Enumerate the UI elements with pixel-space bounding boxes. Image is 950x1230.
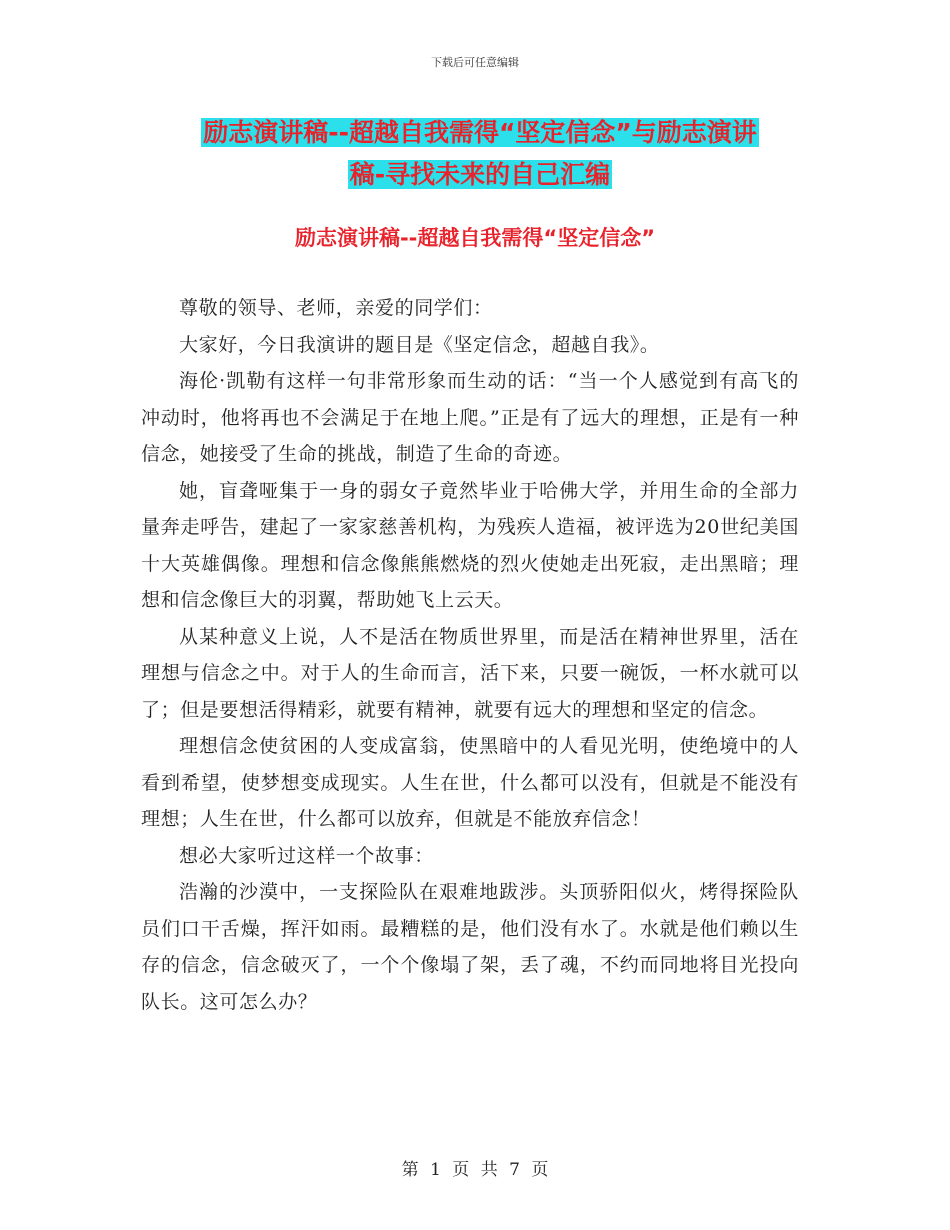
paragraph: 理想信念使贫困的人变成富翁，使黑暗中的人看见光明，使绝境中的人看到希望，使梦想变成现实。人生在世，什么都可以没有，但就是不能没有理想；人生在世，什么都可以放弃，但就是不能放弃信念！ xyxy=(141,735,799,830)
document-title xyxy=(150,112,810,196)
paragraph: 大家好，今日我演讲的题目是《坚定信念，超越自我》。 xyxy=(179,333,660,356)
paragraph: 尊敬的领导、老师，亲爱的同学们： xyxy=(179,297,493,319)
paragraph: 海伦·凯勒有这样一句非常形象而生动的话：“当一个人感觉到有高飞的冲动时，他将再也不会满足于在地上爬。”正是有了远大的理想，正是有一种信念，她接受了生命的挑战，制造了生命的奇迹。 xyxy=(141,370,799,465)
title-line-1: 励志演讲稿--超越自我需得“坚定信念”与励志演讲 xyxy=(203,118,757,147)
paragraph: 她，盲聋哑集于一身的弱女子竟然毕业于哈佛大学，并用生命的全部力量奔走呼告，建起了一家家慈善机构，为残疾人造福，被评选为20世纪美国十大英雄偶像。理想和信念像熊熊燃烧的烈火使她走出死寂，走出黑暗；理想和信念像巨大的羽翼，帮助她飞上云天。 xyxy=(141,479,799,611)
header-note: 下载后可任意编辑 xyxy=(431,56,519,69)
title-line-2: 稿-寻找未来的自己汇编 xyxy=(349,160,611,189)
section-title: 励志演讲稿--超越自我需得“坚定信念” xyxy=(294,226,656,250)
paragraph: 从某种意义上说，人不是活在物质世界里，而是活在精神世界里，活在理想与信念之中。对于人的生命而言，活下来，只要一碗饭，一杯水就可以了；但是要想活得精彩，就要有精神，就要有远大的理想和坚定的信念。 xyxy=(141,625,799,721)
page-footer: 第 1 页 共 7 页 xyxy=(401,1160,549,1180)
paragraph: 浩瀚的沙漠中，一支探险队在艰难地跋涉。头顶骄阳似火，烤得探险队员们口干舌燥，挥汗如雨。最糟糕的是，他们没有水了。水就是他们赖以生存的信念，信念破灭了，一个个像塌了架，丢了魂，不约而同地将目光投向队长。这可怎么办？ xyxy=(141,881,799,1013)
speech-body xyxy=(141,290,799,1020)
paragraph: 想必大家听过这样一个故事： xyxy=(179,844,434,867)
